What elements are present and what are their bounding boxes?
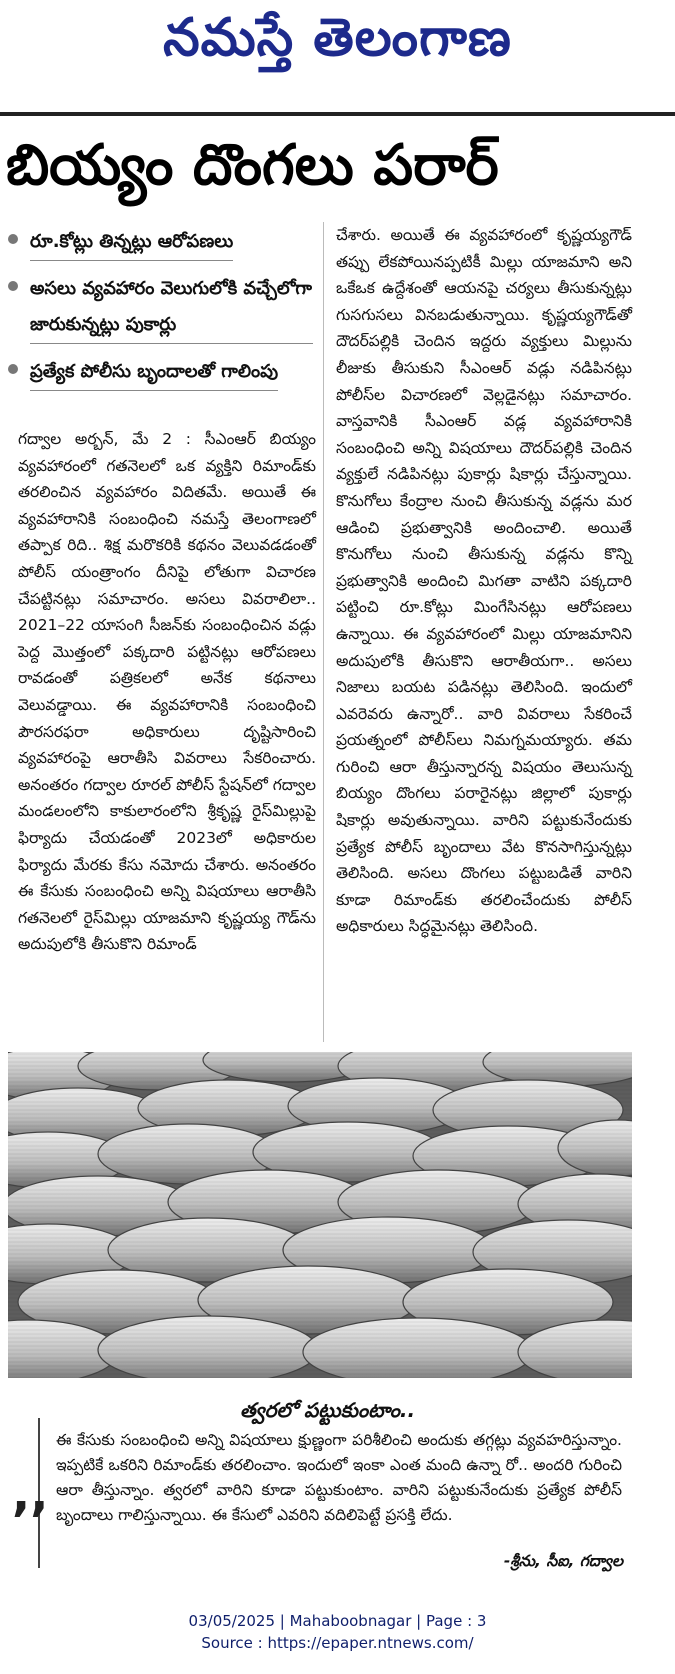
quote-body: ఈ కేసుకు సంబంధించి అన్ని విషయాలు క్షుణ్ణంగా పరిశీలించి అందుకు తగ్గట్లు వ్యవహరిస్తున్నాం. ఇప్పటికే ఒకరిని రిమాండ్‌కు తరలించాం. ఇందులో ఇంకా ఎంత మంది ఉన్నా రో.. అందరి గురించి ఆరా తీస్తున్నాం. త్వరలో వారిని కూడా పట్టుకుంటాం. వారిని పట్టుకునేందుకు ప్రత్యేక పోలీస్ బృందాలు గాలిస్తున్నాయి. ఈ కేసులో ఎవరిని వదిలిపెట్టే ప్రసక్తి లేదు. xyxy=(56,1431,622,1524)
headline: బియ్యం దొంగలు పరార్ xyxy=(6,133,499,198)
bullet-item xyxy=(8,271,313,344)
bullet-item xyxy=(8,224,313,261)
footer xyxy=(0,1610,675,1654)
column-divider xyxy=(323,222,324,1042)
bullet-icon xyxy=(8,234,18,244)
masthead-title: నమస్తే తెలంగాణ xyxy=(163,8,512,68)
quote-mark-icon: ,, xyxy=(12,1466,49,1522)
quote-title: త్వరలో పట్టుకుంటాం.. xyxy=(240,1398,416,1422)
article-left-column: గద్వాల అర్బన్, మే 2 : సీఎంఆర్ బియ్యం వ్యవహారంలో గతనెలలో ఒక వ్యక్తిని రిమాండ్‌కు తరలించిన వ్యవహారం విదితమే. అయితే ఈ వ్యవహారానికి సంబంధించి నమస్తే తెలంగాణలో తప్పాక రిది.. శిక్ష మరొకరికి కథనం వెలువడడంతో పోలీస్ యంత్రాంగం దీనిపై లోతుగా విచారణ చేపట్టినట్లు సమాచారం. అసలు వివరాలిలా.. 2021–22 యాసంగి సీజన్‌కు సంబంధించిన వడ్లు పెద్ద మొత్తంలో పక్కదారి పట్టినట్లు ఆరోపణలు రావడంతో పత్రికలలో అనేక కథనాలు వెలువడ్డాయి. ఈ వ్యవహారానికి సంబంధించి పౌరసరఫరా అధికారులు దృష్టిసారించి వ్యవహారంపై ఆరాతీసి వివరాలు సేకరించారు. అనంతరం గద్వాల రూరల్ పోలీస్ స్టేషన్‌లో గద్వాల మండలంలోని కాకులారంలోని శ్రీకృష్ణ రైస్‌మిల్లుపై ఫిర్యాదు చేయడంతో 2023లో అధికారుల ఫిర్యాదు మేరకు కేసు నమోదు చేశారు. అనంతరం ఈ కేసుకు సంబంధించి అన్ని విషయాలు ఆరాతీసి గతనెలలో రైస్‌మిల్లు యాజమాని కృష్ణయ్య గౌడ్‌ను అదుపులోకి తీసుకొని రిమాండ్ xyxy=(18,430,316,954)
bullet-text: ప్రత్యేక పోలీసు బృందాలతో గాలింపు xyxy=(30,354,278,391)
masthead xyxy=(0,0,675,108)
footer-source[interactable]: Source : https://epaper.ntnews.com/ xyxy=(201,1634,474,1652)
bullet-text: అసలు వ్యవహారం వెలుగులోకి వచ్చేలోగా జారుకున్నట్లు పుకార్లు xyxy=(30,271,313,344)
bullet-item xyxy=(8,354,313,391)
bullet-icon xyxy=(8,281,18,291)
article-right-column: చేశారు. అయితే ఈ వ్యవహారంలో కృష్ణయ్యగౌడ్ తప్పు లేకపోయినప్పటికీ మిల్లు యాజమాని అని ఒకేఒక ఉద్దేశంతో ఆయనపై చర్యలు తీసుకున్నట్లు గుసగుసలు వినబడుతున్నాయి. కృష్ణయ్యగౌడ్‌తో దౌదర్‌పల్లికి చెందిన ఇద్దరు వ్యక్తులు మిల్లును లీజుకు తీసుకుని సీఎంఆర్ వడ్లు నడిపినట్లు పోలీస్‌ల విచారణలో వెల్లడైనట్లు సమాచారం. వాస్తవానికి సీఎంఆర్ వడ్ల వ్యవహారానికి సంబంధించి అన్ని విషయాలు దౌదర్‌పల్లికి చెందిన వ్యక్తులే నడిపినట్లు పుకార్లు షికార్లు చేస్తున్నాయి. కొనుగోలు కేంద్రాల నుంచి తీసుకున్న వడ్లను మర ఆడించి ప్రభుత్వానికి అందించాలి. అయితే కొనుగోలు నుంచి తీసుకున్న వడ్లను కొన్ని ప్రభుత్వానికి అందించి మిగతా వాటిని పక్కదారి పట్టించి రూ.కోట్లు మింగేసినట్లు ఆరోపణలు ఉన్నాయి. ఈ వ్యవహారంలో మిల్లు యాజమానిని అదుపులోకి తీసుకొని ఆరాతీయగా.. అసలు నిజాలు బయట పడినట్లు తెలిసింది. ఇందులో ఎవరెవరు ఉన్నారో.. వారి వివరాలు సేకరించే ప్రయత్నంలో పోలీస్‌లు నిమగ్నమయ్యారు. తమ గురించి ఆరా తీస్తున్నారన్న విషయం తెలుసున్న బియ్యం దొంగలు పరారైనట్లు జిల్లాలో పుకార్లు షికార్లు అవుతున్నాయి. వారిని పట్టుకునేందుకు ప్రత్యేక పోలీస్ బృందాలు వేట కొనసాగిస్తున్నట్లు తెలిసింది. అసలు దొంగలు పట్టుబడితే వారిని కూడా రిమాండ్‌కు తరలించేందుకు పోలీస్ అధికారులు సిద్ధమైనట్లు తెలిసింది. xyxy=(336,226,632,936)
footer-date-edition: 03/05/2025 | Mahaboobnagar | Page : 3 xyxy=(188,1612,487,1630)
bullet-text: రూ.కోట్లు తిన్నట్లు ఆరోపణలు xyxy=(30,224,233,261)
rice-sacks-photo xyxy=(8,1052,632,1378)
rice-sacks-image xyxy=(8,1052,632,1378)
quote-credit: -శ్రీను, సీఐ, గద్వాల xyxy=(503,1552,623,1570)
masthead-rule xyxy=(0,112,675,116)
bullet-list xyxy=(8,224,313,401)
bullet-icon xyxy=(8,364,18,374)
